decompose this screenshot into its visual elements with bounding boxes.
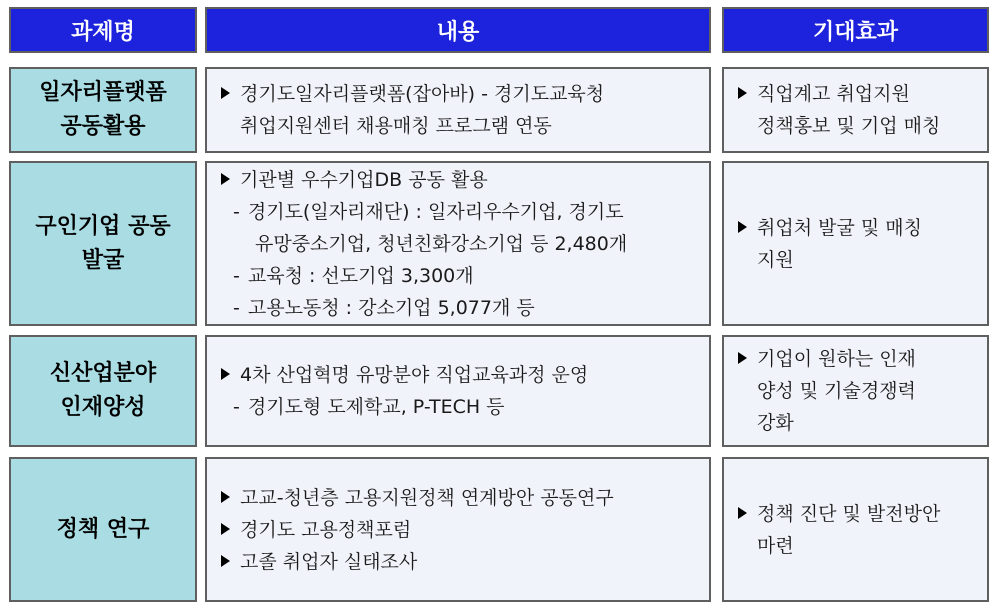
row-2-content-dash-1-text: 경기도(일자리재단) : 일자리우수기업, 경기도 <box>247 200 624 223</box>
row-1-effect-bullet-1-text: 직업계고 취업지원 <box>757 83 910 105</box>
triangle-bullet-icon <box>221 368 230 380</box>
header-task-label: 과제명 <box>71 19 135 45</box>
row-3-effect-bullet-1-cont-2: 강화 <box>757 412 794 434</box>
triangle-bullet-icon <box>738 221 747 233</box>
row-3-title-line-2: 인재양성 <box>60 395 146 420</box>
header-task <box>9 7 197 53</box>
row-2-content-dash-1 <box>221 196 701 228</box>
dash-marker: - <box>233 296 240 319</box>
row-3-content <box>205 335 711 447</box>
dash-marker: - <box>233 264 240 287</box>
row-1-effect-bullet-1-cont: 정책홍보 및 기업 매칭 <box>757 115 941 137</box>
row-4-content-bullet-2 <box>221 514 701 546</box>
row-2-content-dash-3 <box>221 292 701 324</box>
row-4-title <box>9 457 197 602</box>
row-4-effect <box>722 457 989 602</box>
row-4-effect-bullet-1-cont: 마련 <box>757 534 794 557</box>
row-3-effect-bullet-1-text: 기업이 원하는 인재 <box>757 348 916 370</box>
row-2-effect-bullet-1-cont: 지원 <box>757 248 794 271</box>
row-3-content-dash-1 <box>221 391 701 423</box>
row-2-title <box>9 161 197 326</box>
triangle-bullet-icon <box>221 173 230 185</box>
row-1-effect <box>722 67 989 153</box>
triangle-bullet-icon <box>738 507 747 519</box>
header-effect <box>722 7 989 53</box>
row-1-effect-bullet-1 <box>738 78 979 110</box>
row-4-effect-bullet-1-text: 정책 진단 및 발전방안 <box>757 502 941 525</box>
row-3-title-line-1: 신산업분야 <box>49 361 157 386</box>
row-4-title-line-1: 정책 연구 <box>56 516 150 542</box>
triangle-bullet-icon <box>738 352 747 364</box>
dash-marker: - <box>233 200 240 223</box>
row-4-content-bullet-3 <box>221 546 701 578</box>
row-2-content-bullet-1 <box>221 164 701 196</box>
row-3-content-dash-1-text: 경기도형 도제학교, P-TECH 등 <box>247 396 505 418</box>
row-1-content-bullet-1-text: 경기도일자리플랫폼(잡아바) - 경기도교육청 <box>240 83 605 105</box>
row-4-content-bullet-1 <box>221 482 701 514</box>
row-1-content <box>205 67 711 153</box>
row-2-effect <box>722 161 989 326</box>
row-1-content-bullet-1 <box>221 78 701 110</box>
row-1-title-line-1: 일자리플랫폼 <box>39 80 167 105</box>
row-1-content-bullet-1-cont: 취업지원센터 채용매칭 프로그램 연동 <box>240 115 552 137</box>
row-1-title-line-2: 공동활용 <box>60 114 146 139</box>
header-content <box>205 7 711 53</box>
row-2-content-bullet-1-text: 기관별 우수기업DB 공동 활용 <box>240 168 488 191</box>
row-2-content-dash-1-cont: 유망중소기업, 청년친화강소기업 등 2,480개 <box>255 232 628 255</box>
row-4-content <box>205 457 711 602</box>
header-effect-label: 기대효과 <box>812 19 898 45</box>
triangle-bullet-icon <box>738 87 747 99</box>
row-3-effect <box>722 335 989 447</box>
row-2-title-line-2: 발굴 <box>81 247 125 273</box>
row-4-content-bullet-3-text: 고졸 취업자 실태조사 <box>240 550 418 573</box>
row-2-content-dash-2 <box>221 260 701 292</box>
row-3-effect-bullet-1 <box>738 343 979 375</box>
row-3-content-bullet-1 <box>221 359 701 391</box>
triangle-bullet-icon <box>221 523 230 535</box>
triangle-bullet-icon <box>221 87 230 99</box>
row-2-effect-bullet-1-text: 취업처 발굴 및 매칭 <box>757 216 922 239</box>
row-2-effect-bullet-1 <box>738 212 979 244</box>
row-2-title-line-1: 구인기업 공동 <box>35 213 171 239</box>
row-4-content-bullet-1-text: 고교-청년층 고용지원정책 연계방안 공동연구 <box>240 486 614 509</box>
row-2-content <box>205 161 711 326</box>
dash-marker: - <box>233 396 240 418</box>
triangle-bullet-icon <box>221 491 230 503</box>
row-2-content-dash-3-text: 고용노동청 : 강소기업 5,077개 등 <box>247 296 535 319</box>
row-3-content-bullet-1-text: 4차 산업혁명 유망분야 직업교육과정 운영 <box>240 364 589 386</box>
row-3-title <box>9 335 197 447</box>
triangle-bullet-icon <box>221 555 230 567</box>
header-content-label: 내용 <box>436 19 480 45</box>
row-4-effect-bullet-1 <box>738 498 979 530</box>
row-1-title <box>9 67 197 153</box>
row-2-content-dash-2-text: 교육청 : 선도기업 3,300개 <box>247 264 474 287</box>
row-4-content-bullet-2-text: 경기도 고용정책포럼 <box>240 518 412 541</box>
row-3-effect-bullet-1-cont: 양성 및 기술경쟁력 <box>757 380 916 402</box>
